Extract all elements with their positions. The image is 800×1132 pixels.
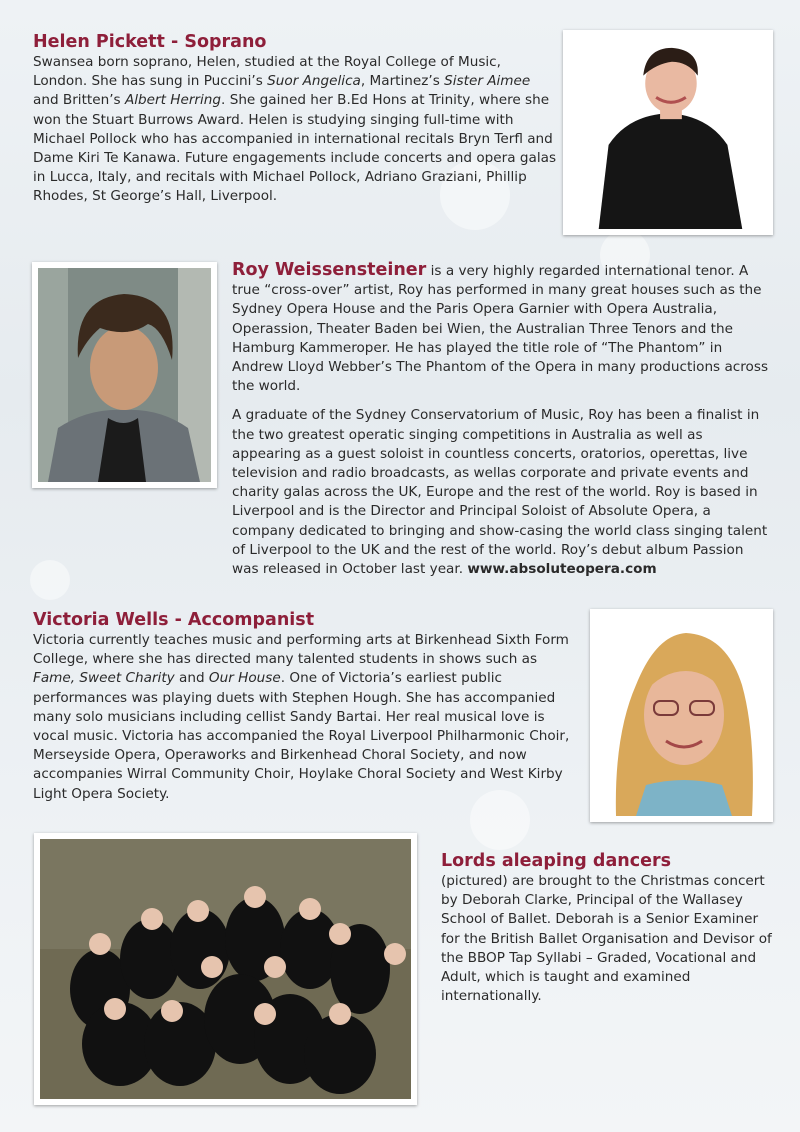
victoria-bio-text: and	[174, 670, 209, 687]
roy-portrait-image	[38, 268, 211, 482]
victoria-portrait-image	[596, 615, 767, 816]
helen-bio-italic: Albert Herring	[124, 92, 222, 109]
roy-website-link[interactable]: www.absoluteopera.com	[467, 561, 657, 578]
helen-bio-text: , Martinez’s	[360, 73, 445, 90]
victoria-section	[33, 610, 581, 804]
roy-bio	[232, 406, 770, 579]
helen-portrait-image	[569, 36, 767, 229]
helen-bio-italic: Sister Aimee	[444, 73, 531, 90]
roy-section	[232, 261, 770, 579]
helen-bio	[33, 53, 558, 207]
roy-bio-text: A graduate of the Sydney Conservatorium of Music, Roy has been a finalist in the two greatest operatic singing competitions in Australia as well as appearing as a guest soloist in countless concerts, oratorios, operettas, live television and radio broadcasts, as wellas corporate and private events and charity galas across the UK, Europe and the rest of the world. Roy is based in Liverpool and is the Director and Principal Soloist of Absolute Opera, a company dedicated to bringing and show-casing the world class singing talent of Liverpool to the UK and the rest of the world. Roy’s debut album Passion was released in October last year.	[232, 407, 768, 578]
roy-intro-text: is a very highly regarded international tenor. A true “cross-over” artist, Roy has performed in many great houses such as the Sydney Opera House and the Paris Opera Garnier with Opera Australia, Operassion, Theater Baden bei Wien, the Australian Three Tenors and the Hamburg Kammeroper. He has played the title role of “The Phantom” in Andrew Lloyd Webber’s The Phantom of the Opera in many productions across the world.	[232, 263, 769, 395]
helen-heading: Helen Pickett - Soprano	[33, 32, 267, 52]
dancers-group-image	[40, 839, 411, 1099]
helen-photo	[563, 30, 773, 235]
roy-heading: Roy Weissensteiner	[232, 260, 427, 280]
helen-bio-text: Swansea born soprano, Helen, studied at the Royal College of Music, London. She has sung in Puccini’s	[33, 54, 501, 90]
victoria-bio-text: Victoria currently teaches music and performing arts at Birkenhead Sixth Form College, where she has directed many talented students in shows such as	[33, 632, 569, 668]
helen-bio-italic: Suor Angelica	[267, 73, 361, 90]
victoria-bio-italic: Fame, Sweet Charity	[33, 670, 175, 687]
victoria-bio-text: . One of Victoria’s earliest public performances was playing duets with Stephen Hough. She has accompanied many solo musicians including cellist Sandy Bartai. Her real musical love is vocal music. Victoria has accompanied the Royal Liverpool Philharmonic Choir, Merseyside Opera, Operaworks and Birkenhead Choral Society, and now accompanies Wirral Community Choir, Hoylake Choral Society and West Kirby Light Opera Society.	[33, 670, 570, 802]
background-decoration	[30, 560, 70, 600]
victoria-photo	[590, 609, 773, 822]
dancers-heading: Lords aleaping dancers	[441, 851, 672, 871]
helen-section	[33, 32, 558, 207]
helen-bio-text: . She gained her B.Ed Hons at Trinity, where she won the Stuart Burrows Award. Helen is studying singing full-time with Michael Pollock who has accompanied in international recitals Bryn Terfl and Dame Kiri Te Kanawa. Future engagements include concerts and opera galas in Lucca, Italy, and recitals with Michael Pollock, Adriano Graziani, Phillip Rhodes, St George’s Hall, Liverpool.	[33, 92, 557, 205]
roy-photo	[32, 262, 217, 488]
victoria-heading: Victoria Wells - Accompanist	[33, 610, 315, 630]
dancers-photo	[34, 833, 417, 1105]
dancers-bio: (pictured) are brought to the Christmas concert by Deborah Clarke, Principal of the Wallasey School of Ballet. Deborah is a Senior Examiner for the British Ballet Organisation and Devisor of the BBOP Tap Syllabi – Graded, Vocational and Adult, which is taught and examined internationally.	[441, 873, 772, 1005]
helen-bio-text: and Britten’s	[33, 92, 125, 109]
victoria-bio-italic: Our House	[208, 670, 281, 687]
dancers-section	[441, 851, 781, 1006]
roy-intro	[232, 261, 770, 396]
victoria-bio	[33, 631, 581, 804]
